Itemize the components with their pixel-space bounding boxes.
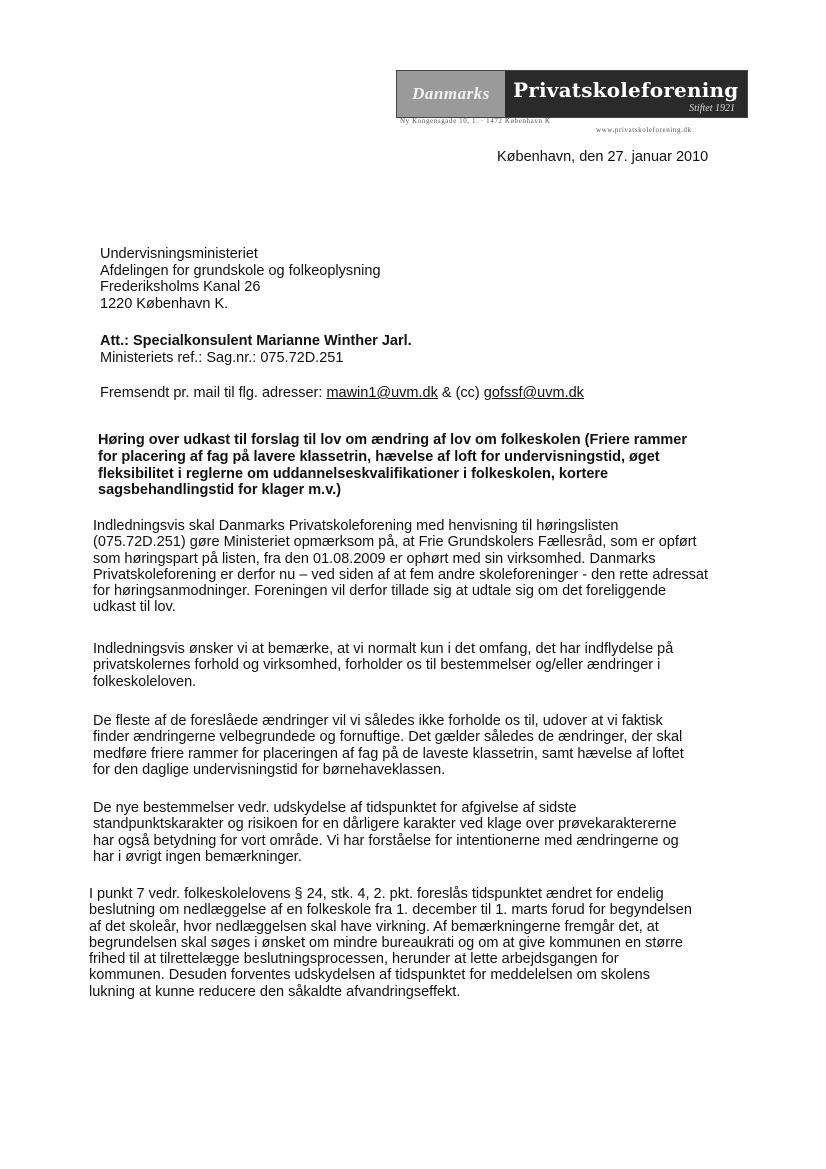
recipient-line: Afdelingen for grundskole og folkeoplysning	[100, 262, 381, 279]
paragraph-line: De fleste af de foreslåede ændringer vil vi således ikke forholde os til, udover at vi faktisk	[93, 713, 663, 729]
paragraph-line: begrundelsen skal søges i ønsket om mindre bureaukrati og om at give kommunen en større	[89, 934, 683, 951]
recipient-line: Frederiksholms Kanal 26	[100, 279, 261, 296]
subject-line: fleksibilitet i reglerne om uddannelseskvalifikationer i folkeskolen, kortere	[98, 465, 609, 482]
subject-line: for placering af fag på lavere klassetrin, hævelse af loft for undervisningstid, øget	[98, 448, 660, 465]
paragraph-line: udkast til lov.	[93, 599, 176, 616]
paragraph-line: standpunktskarakter og risikoen for en dårligere karakter ved klage over prøvekaraktererne	[93, 816, 677, 833]
paragraph-line: af det skoleår, hvor nedlæggelsen skal have virkning. Af bemærkningerne fremgår det, at	[89, 918, 659, 935]
paragraph-line: Privatskoleforening er derfor nu – ved siden af at fem andre skoleforeninger - den rette adressat	[93, 566, 708, 583]
paragraph-line: beslutning om nedlæggelse af en folkeskole fra 1. december til 1. marts forud for begyndelsen	[89, 902, 692, 919]
paragraph-line: Indledningsvis skal Danmarks Privatskoleforening med henvisning til høringslisten	[93, 518, 619, 534]
paragraph-3	[93, 713, 684, 778]
paragraph-line: som høringspart på listen, fra den 01.08.2009 er ophørt med sin virksomhed. Danmarks	[93, 550, 656, 567]
letterhead-web: www.privatskoleforening.dk	[596, 126, 692, 134]
letterhead-address: Ny Kongensgade 10, 1. · 1472 København K	[400, 117, 551, 125]
paragraph-line: finder ændringerne velbegrundede og fornuftige. Det gælder således de ændringer, der skal	[93, 729, 683, 746]
paragraph-2	[93, 641, 673, 690]
reference-line: Ministeriets ref.: Sag.nr.: 075.72D.251	[100, 349, 344, 366]
sent-middle: & (cc)	[437, 385, 484, 401]
paragraph-line: kommunen. Desuden forventes udskydelsen af tidspunktet for meddelelsen om skolens	[89, 967, 650, 984]
recipient-address	[100, 246, 381, 312]
paragraph-4	[93, 800, 679, 865]
paragraph-line: medføre friere rammer for placeringen af fag på de laveste klassetrin, samt hævelse af loftet	[93, 745, 684, 762]
letter-subject	[98, 432, 687, 499]
subject-line: sagsbehandlingstid for klager m.v.)	[98, 482, 342, 499]
paragraph-line: I punkt 7 vedr. folkeskolelovens § 24, stk. 4, 2. pkt. foreslås tidspunktet ændret for endelig	[89, 886, 664, 902]
logo-brand-right: Privatskoleforening	[513, 78, 739, 102]
paragraph-line: De nye bestemmelser vedr. udskydelse af tidspunktet for afgivelse af sidste	[93, 800, 577, 816]
recipient-line: 1220 København K.	[100, 295, 229, 312]
paragraph-line: har i øvrigt ingen bemærkninger.	[93, 848, 302, 865]
logo-brand-left: Danmarks	[397, 71, 505, 117]
logo-established: Stiftet 1921	[689, 103, 735, 114]
sent-to-line	[100, 385, 584, 402]
sent-prefix: Fremsendt pr. mail til flg. adresser:	[100, 385, 327, 401]
paragraph-line: har også betydning for vort område. Vi har forståelse for intentionerne med ændringerne og	[93, 832, 679, 849]
email-link-primary[interactable]: mawin1@uvm.dk	[326, 385, 438, 401]
paragraph-1	[93, 518, 708, 616]
paragraph-line: Indledningsvis ønsker vi at bemærke, at vi normalt kun i det omfang, det har indflydelse på	[93, 641, 674, 657]
paragraph-line: privatskolernes forhold og virksomhed, forholder os til bestemmelser og/eller ændringer i	[93, 657, 661, 674]
paragraph-line: lukning at kunne reducere den såkaldte afvandringseffekt.	[89, 983, 461, 1000]
paragraph-5	[89, 886, 692, 1000]
paragraph-line: frihed til at tilrettelægge beslutningsprocessen, herunder at lette arbejdsgangen for	[89, 951, 619, 968]
paragraph-line: for høringsanmodninger. Foreningen vil derfor tillade sig at udtale sig om det foreliggende	[93, 583, 667, 600]
subject-line: Høring over udkast til forslag til lov om ændring af lov om folkeskolen (Friere rammer	[98, 432, 687, 448]
paragraph-line: (075.72D.251) gøre Ministeriet opmærksom på, at Frie Grundskolers Fællesråd, som er opført	[93, 534, 697, 551]
email-link-cc[interactable]: gofssf@uvm.dk	[483, 385, 584, 401]
recipient-line: Undervisningsministeriet	[100, 246, 258, 262]
paragraph-line: folkeskoleloven.	[93, 673, 197, 690]
logo-brand-right-panel	[505, 71, 747, 117]
paragraph-line: for den daglige undervisningstid for børnehaveklassen.	[93, 761, 446, 778]
attention-block	[100, 333, 412, 366]
letterhead-logo	[396, 70, 748, 118]
letter-date: København, den 27. januar 2010	[497, 149, 709, 165]
attention-line: Att.: Specialkonsulent Marianne Winther Jarl.	[100, 333, 412, 349]
